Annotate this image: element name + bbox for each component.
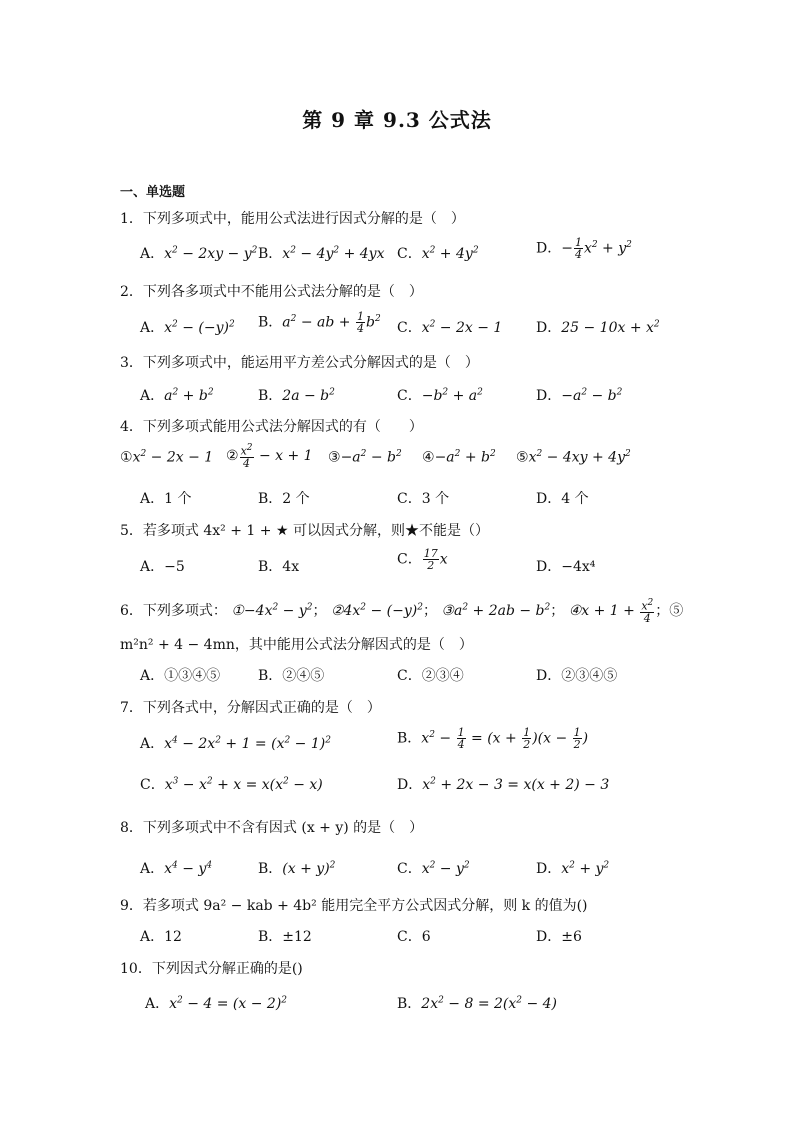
option-d: D．$-a^2 - b^2$ <box>536 387 623 404</box>
question-4: 4．下列多项式能用公式法分解因式的有（ ） <box>120 419 423 435</box>
option-d: D．±6 <box>536 929 582 945</box>
item-4: $④-a^2 + b^2$ <box>422 449 496 466</box>
question-6-options <box>140 665 660 695</box>
option-c: C．$-b^2 + a^2$ <box>397 387 483 404</box>
question-8: 8．下列多项式中不含有因式 (x + y) 的是（ ） <box>120 820 424 836</box>
option-b: B．$x^2 - 4y^2 + 4yx$ <box>258 245 385 262</box>
option-a: A．−5 <box>140 559 185 575</box>
option-d: D．②③④⑤ <box>536 668 618 684</box>
option-a: A．$x^2 - 4 = (x - 2)^2$ <box>145 995 288 1012</box>
option-b: B．$2x^2 - 8 = 2(x^2 - 4)$ <box>397 995 558 1012</box>
option-b: B．$a^2$ − ab + $\frac{1}{4}$ $b^2$ <box>258 310 381 335</box>
option-b: B．±12 <box>258 929 312 945</box>
question-3: 3．下列多项式中，能运用平方差公式分解因式的是（ ） <box>120 355 479 371</box>
question-8-options <box>140 858 660 888</box>
question-6-stem: 6．下列多项式： <box>120 602 227 619</box>
question-2: 2．下列各多项式中不能用公式法分解的是（ ） <box>120 284 423 300</box>
option-a: A．$x^4 - y^4$ <box>140 860 213 877</box>
option-c: C．$x^2 - y^2$ <box>397 860 470 877</box>
question-4-items <box>120 443 660 479</box>
option-d: D．$x^2 + y^2$ <box>536 860 610 877</box>
question-3-options <box>140 385 660 415</box>
option-b: B．$2a - b^2$ <box>258 387 335 404</box>
question-7-options-row-2 <box>140 774 660 804</box>
option-b: B．2 个 <box>258 491 310 507</box>
option-c: C．②③④ <box>397 668 464 684</box>
question-6: 6．下列多项式： $①-4x^2 - y^2$； $②4x^2 - (-y)^2$； $③a^2 + 2ab - b^2$； ④x + 1 + $\frac{x^2}{4}$ ；⑤ <box>120 598 684 625</box>
option-c: C．6 <box>397 929 431 945</box>
question-10-options <box>145 993 665 1023</box>
question-5: 5．若多项式 4x² + 1 + ★ 可以因式分解，则★不能是（） <box>120 523 489 539</box>
question-10: 10．下列因式分解正确的是() <box>120 961 303 977</box>
option-a: A．$x^4 - 2x^2 + 1 = (x^2 - 1)^2$ <box>140 735 331 752</box>
question-5-options <box>140 547 660 586</box>
question-6-line-2: m²n² + 4 − 4mn，其中能用公式法分解因式的是（ ） <box>120 637 473 653</box>
option-a: A．$x^2 - 2xy - y^2$ <box>140 245 258 262</box>
question-2-options <box>140 310 660 347</box>
item-3: $③-a^2 - b^2$ <box>328 449 402 466</box>
option-a: A．12 <box>140 929 182 945</box>
question-1: 1．下列多项式中，能用公式法进行因式分解的是（ ） <box>120 211 465 227</box>
option-c: C．3 个 <box>397 491 450 507</box>
option-d: D．$x^2 + 2x - 3 = x(x + 2) - 3$ <box>397 776 610 793</box>
option-c: C． $\frac{17}{2}$ x <box>397 547 448 572</box>
option-d: D．− $\frac{1}{4}$ $x^2 + y^2$ <box>536 236 632 261</box>
option-b: B．$(x + y)^2$ <box>258 860 336 877</box>
option-d: D．−4x⁴ <box>536 559 596 575</box>
option-a: A．①③④⑤ <box>140 668 221 684</box>
question-4-options <box>140 488 660 518</box>
option-d: D．4 个 <box>536 491 589 507</box>
option-c: C．$x^2 + 4y^2$ <box>397 245 479 262</box>
option-a: A．$a^2 + b^2$ <box>140 387 214 404</box>
item-1: $①x^2 - 2x - 1$ <box>120 449 214 466</box>
item-2: ② $\frac{x^2}{4}$ − x + 1 <box>226 443 313 470</box>
option-d: D．$25 - 10x + x^2$ <box>536 319 660 336</box>
page-title: 第 9 章 9.3 公式法 <box>302 108 492 132</box>
option-b: B．4x <box>258 559 300 575</box>
question-7-options-row-1 <box>140 726 660 763</box>
question-7: 7．下列各式中，分解因式正确的是（ ） <box>120 700 381 716</box>
option-b: B．②④⑤ <box>258 668 325 684</box>
section-heading: 一、单选题 <box>120 185 186 200</box>
option-a: A．1 个 <box>140 491 192 507</box>
option-b: B．$x^2$ − $\frac{1}{4}$ = (x + $\frac{1}{2}$ )(x − $\frac{1}{2}$ ) <box>397 726 589 751</box>
option-c: C．$x^2 - 2x - 1$ <box>397 319 503 336</box>
item-5: $⑤x^2 - 4xy + 4y^2$ <box>516 449 631 466</box>
option-a: A．$x^2 - (-y)^2$ <box>140 319 235 336</box>
question-9: 9．若多项式 9a² − kab + 4b² 能用完全平方公式因式分解，则 k 的值为() <box>120 898 588 914</box>
option-c: C．$x^3 - x^2 + x = x(x^2 - x)$ <box>140 776 323 793</box>
question-9-options <box>140 926 660 956</box>
question-1-options <box>140 236 660 273</box>
